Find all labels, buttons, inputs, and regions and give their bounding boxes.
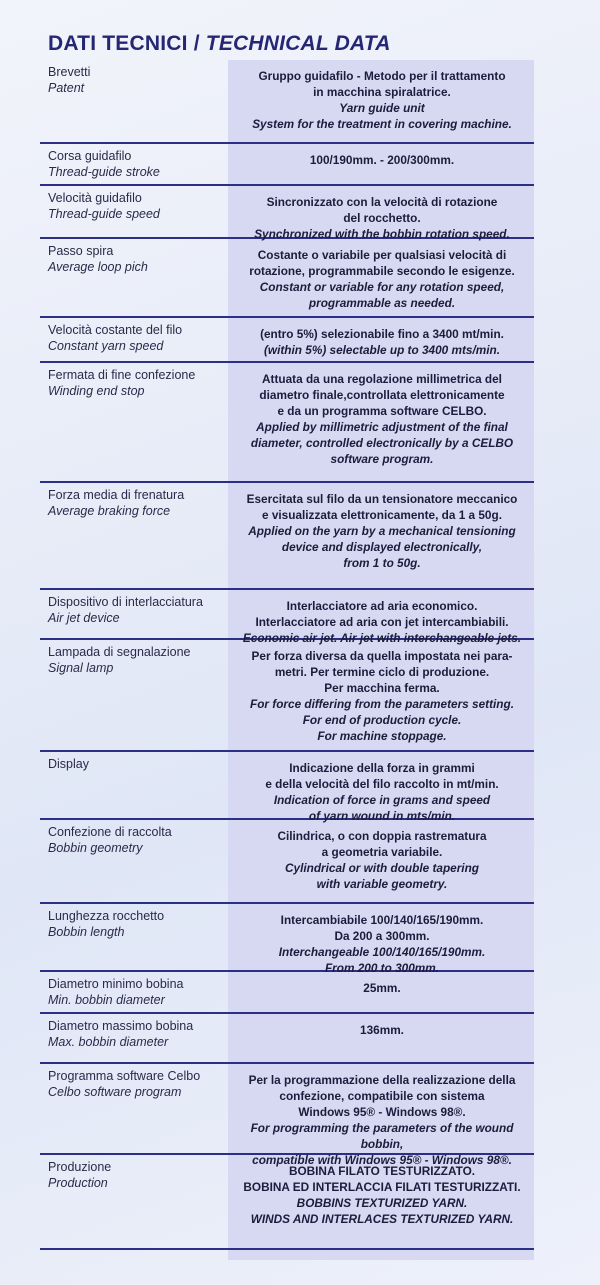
spec-value <box>232 326 532 358</box>
spec-value-italian-line: confezione, compatibile con sistema <box>279 1089 485 1103</box>
spec-value-italian-line: Intercambiabile 100/140/165/190mm. <box>280 913 484 927</box>
spec-value-english-line: Applied on the yarn by a mechanical tensioning <box>248 524 516 538</box>
spec-value-english-line: (within 5%) selectable up to 3400 mts/min. <box>264 343 500 357</box>
spec-value-english-line: Economic air jet. Air jet with interchangeable jets. <box>242 631 522 645</box>
spec-label <box>48 908 228 940</box>
spec-label-english: Thread-guide stroke <box>48 165 160 179</box>
spec-label <box>48 756 228 772</box>
spec-label <box>48 1068 228 1100</box>
spec-value-italian-line: Attuata da una regolazione millimetrica del <box>262 372 502 386</box>
spec-value-english-line: Cylindrical or with double tapering <box>284 861 479 875</box>
spec-value-italian-line: a geometria variabile. <box>321 845 443 859</box>
spec-value-english-line: with variable geometry. <box>316 877 448 891</box>
spec-value-english-line: device and displayed electronically, <box>281 540 483 554</box>
spec-label-english: Celbo software program <box>48 1085 182 1099</box>
spec-label-english: Thread-guide speed <box>48 207 160 221</box>
spec-value <box>232 68 532 132</box>
spec-label-italian: Brevetti <box>48 65 91 79</box>
spec-label-english: Patent <box>48 81 85 95</box>
spec-value <box>232 598 532 646</box>
spec-label-english: Bobbin length <box>48 925 125 939</box>
spec-row <box>40 1014 534 1064</box>
spec-value-english-line: For force differing from the parameters setting. <box>250 697 514 711</box>
spec-value-english-line: Interchangeable 100/140/165/190mm. <box>278 945 486 959</box>
spec-label-italian: Confezione di raccolta <box>48 825 172 839</box>
spec-label <box>48 487 228 519</box>
spec-value <box>232 491 532 571</box>
spec-value-italian-line: Windows 95® - Windows 98®. <box>298 1105 466 1119</box>
spec-label <box>48 148 228 180</box>
spec-label-italian: Diametro massimo bobina <box>48 1019 194 1033</box>
spec-value <box>232 760 532 824</box>
spec-label-english: Average braking force <box>48 504 171 518</box>
page-title <box>48 32 391 56</box>
spec-row <box>40 483 534 590</box>
spec-value-italian-line: BOBINA FILATO TESTURIZZATO. <box>288 1164 476 1178</box>
spec-row <box>40 820 534 904</box>
spec-label-english: Min. bobbin diameter <box>48 993 165 1007</box>
spec-label-italian: Dispositivo di interlacciatura <box>48 595 203 609</box>
spec-value-english-line: For end of production cycle. <box>302 713 462 727</box>
spec-value-english-line: from 1 to 50g. <box>343 556 421 570</box>
spec-row <box>40 186 534 239</box>
spec-row <box>40 60 534 144</box>
spec-value-english-line: Applied by millimetric adjustment of the final <box>256 420 508 434</box>
spec-value-english-line: For machine stoppage. <box>317 729 447 743</box>
spec-value-italian-line: Sincronizzato con la velocità di rotazione <box>266 195 498 209</box>
spec-label-italian: Diametro minimo bobina <box>48 977 184 991</box>
spec-value-italian-line: Per forza diversa da quella impostata nei para- <box>251 649 513 663</box>
spec-value-italian-line: Cilindrica, o con doppia rastrematura <box>277 829 487 843</box>
spec-value-italian-line: in macchina spiralatrice. <box>313 85 451 99</box>
spec-row <box>40 640 534 752</box>
spec-label <box>48 1159 228 1191</box>
spec-value-italian-line: rotazione, programmabile secondo le esigenze. <box>249 264 515 278</box>
spec-value-italian-line: 25mm. <box>363 981 401 995</box>
spec-value-italian-line: Interlacciatore ad aria economico. <box>286 599 478 613</box>
spec-label <box>48 367 228 399</box>
spec-label-italian: Lunghezza rocchetto <box>48 909 165 923</box>
spec-value-italian-line: 100/190mm. - 200/300mm. <box>309 153 455 167</box>
spec-value-english-line: programmable as needed. <box>308 296 456 310</box>
spec-label <box>48 594 228 626</box>
spec-value-italian-line: diametro finale,controllata elettronicamente <box>259 388 505 402</box>
spec-value <box>232 194 532 242</box>
spec-label-english: Winding end stop <box>48 384 145 398</box>
spec-value <box>232 912 532 976</box>
spec-row <box>40 144 534 186</box>
spec-value <box>232 247 532 311</box>
spec-value-english-line: BOBBINS TEXTURIZED YARN. <box>296 1196 468 1210</box>
spec-value-italian-line: Gruppo guidafilo - Metodo per il trattamento <box>258 69 506 83</box>
spec-label-english: Production <box>48 1176 108 1190</box>
spec-label-english: Bobbin geometry <box>48 841 143 855</box>
spec-value-english-line: Yarn guide unit <box>339 101 425 115</box>
spec-label <box>48 243 228 275</box>
spec-row <box>40 972 534 1014</box>
spec-label <box>48 1018 228 1050</box>
spec-label-english: Air jet device <box>48 611 120 625</box>
spec-label <box>48 190 228 222</box>
spec-value-english-line: software program. <box>330 452 434 466</box>
spec-row <box>40 590 534 645</box>
spec-value-english-line: compatible with Windows 95® - Windows 98®. <box>252 1153 512 1167</box>
spec-value-italian-line: metri. Per termine ciclo di produzione. <box>274 665 490 679</box>
spec-value-english-line: diameter, controlled electronically by a CELBO <box>250 436 514 450</box>
spec-row <box>40 904 534 975</box>
spec-label-italian: Display <box>48 757 89 771</box>
spec-label <box>48 824 228 856</box>
spec-value-italian-line: e visualizzata elettronicamente, da 1 a 50g. <box>262 508 502 522</box>
spec-label <box>48 322 228 354</box>
spec-value-italian-line: Esercitata sul filo da un tensionatore meccanico <box>246 492 518 506</box>
spec-label-english: Signal lamp <box>48 661 114 675</box>
spec-value-italian-line: Per macchina ferma. <box>324 681 440 695</box>
spec-label-italian: Passo spira <box>48 244 114 258</box>
spec-label-italian: Velocità guidafilo <box>48 191 142 205</box>
spec-value-english-line: From 200 to 300mm. <box>324 961 440 975</box>
title-english: TECHNICAL DATA <box>205 32 391 55</box>
spec-value <box>232 1022 532 1038</box>
spec-value-italian-line: 136mm. <box>360 1023 404 1037</box>
spec-label-italian: Fermata di fine confezione <box>48 368 196 382</box>
spec-value-italian-line: Interlacciatore ad aria con jet intercambiabili. <box>255 615 509 629</box>
spec-row <box>40 239 534 318</box>
spec-value-italian-line: BOBINA ED INTERLACCIA FILATI TESTURIZZATI. <box>243 1180 521 1194</box>
spec-label <box>48 64 228 96</box>
spec-value-english-line: of yarn wound in mts/min. <box>308 809 456 823</box>
spec-value-italian-line: (entro 5%) selezionabile fino a 3400 mt/min. <box>260 327 504 341</box>
spec-label-italian: Velocità costante del filo <box>48 323 183 337</box>
spec-label-italian: Lampada di segnalazione <box>48 645 191 659</box>
spec-value-italian-line: Indicazione della forza in grammi <box>289 761 475 775</box>
spec-label <box>48 644 228 676</box>
spec-label-italian: Forza media di frenatura <box>48 488 185 502</box>
spec-value-english-line: WINDS AND INTERLACES TEXTURIZED YARN. <box>250 1212 514 1226</box>
spec-label-italian: Corsa guidafilo <box>48 149 132 163</box>
spec-value <box>232 152 532 168</box>
spec-value-italian-line: Costante o variabile per qualsiasi velocità di <box>257 248 507 262</box>
spec-value-italian-line: e da un programma software CELBO. <box>277 404 487 418</box>
spec-label <box>48 976 228 1008</box>
spec-value <box>232 1163 532 1227</box>
spec-value-english-line: Synchronized with the bobbin rotation speed. <box>254 227 510 241</box>
title-italian: DATI TECNICI / <box>48 32 200 55</box>
spec-row <box>40 318 534 363</box>
spec-value-english-line: Indication of force in grams and speed <box>273 793 491 807</box>
spec-value-english-line: System for the treatment in covering machine. <box>252 117 512 131</box>
spec-value-italian-line: e della velocità del filo raccolto in mt/min. <box>265 777 499 791</box>
spec-label-italian: Produzione <box>48 1160 112 1174</box>
spec-label-italian: Programma software Celbo <box>48 1069 201 1083</box>
spec-row <box>40 1155 534 1250</box>
spec-value <box>232 1072 532 1168</box>
spec-value <box>232 371 532 467</box>
spec-label-english: Average loop pich <box>48 260 148 274</box>
spec-label-english: Max. bobbin diameter <box>48 1035 169 1049</box>
spec-value-english-line: For programming the parameters of the wound bobbin, <box>250 1121 514 1151</box>
spec-label-english: Constant yarn speed <box>48 339 164 353</box>
spec-value-italian-line: del rocchetto. <box>343 211 421 225</box>
spec-value-english-line: Constant or variable for any rotation speed, <box>259 280 505 294</box>
spec-row <box>40 752 534 823</box>
spec-value <box>232 980 532 996</box>
spec-value <box>232 828 532 892</box>
spec-value-italian-line: Da 200 a 300mm. <box>334 929 430 943</box>
spec-value-italian-line: Per la programmazione della realizzazione della <box>248 1073 516 1087</box>
spec-value <box>232 648 532 744</box>
spec-row <box>40 363 534 483</box>
spec-table <box>40 60 534 1250</box>
